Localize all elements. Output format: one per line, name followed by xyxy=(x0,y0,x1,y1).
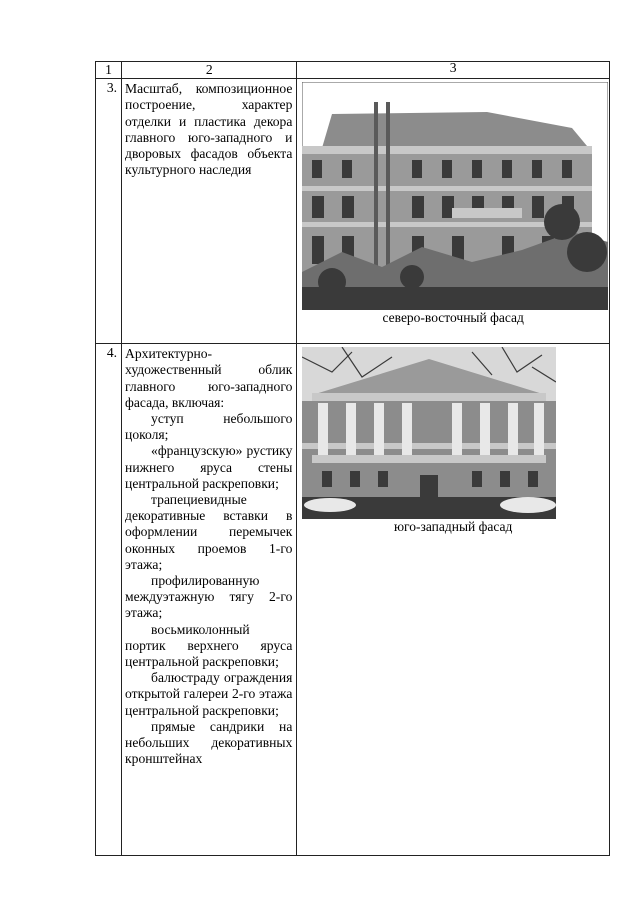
table-header-row xyxy=(96,62,610,79)
row-number: 4. xyxy=(96,344,122,856)
table-row xyxy=(96,79,610,344)
description-text: Масштаб, композиционное построение, характер отделки и пластика декора главного юго-западного и дворовых фасадов объекта культурного наследия xyxy=(125,81,293,178)
northeast-facade-photo xyxy=(302,82,608,310)
list-item: уступ небольшого цоколя; xyxy=(125,411,293,443)
row-illustration xyxy=(297,344,610,856)
header-col-3: 3 xyxy=(297,62,610,79)
list-item: «французскую» рустику нижнего яруса стены центральной раскреповки; xyxy=(125,443,293,491)
row-number: 3. xyxy=(96,79,122,344)
photo-caption: юго-западный фасад xyxy=(393,519,513,535)
header-col-2: 2 xyxy=(122,62,297,79)
heritage-table xyxy=(95,61,610,856)
southwest-facade-photo xyxy=(302,347,556,519)
list-item: профилированную междуэтажную тягу 2-го этажа; xyxy=(125,573,293,621)
header-col-1: 1 xyxy=(96,62,122,79)
row-description xyxy=(122,344,297,856)
row-illustration xyxy=(297,79,610,344)
table-row xyxy=(96,344,610,856)
list-item: восьмиколонный портик верхнего яруса центральной раскреповки; xyxy=(125,621,293,670)
list-item: трапециевидные декоративные вставки в оформлении перемычек оконных проемов 1-го этажа; xyxy=(125,492,293,572)
row-description xyxy=(122,79,297,344)
description-intro: Архитектурно-художественный облик главного юго-западного фасада, включая: xyxy=(125,346,293,410)
list-item: балюстраду ограждения открытой галереи 2-го этажа центральной раскреповки; xyxy=(125,670,293,718)
photo-caption: северо-восточный фасад xyxy=(382,310,524,326)
list-item: прямые сандрики на небольших декоративных кронштейнах xyxy=(125,718,293,767)
